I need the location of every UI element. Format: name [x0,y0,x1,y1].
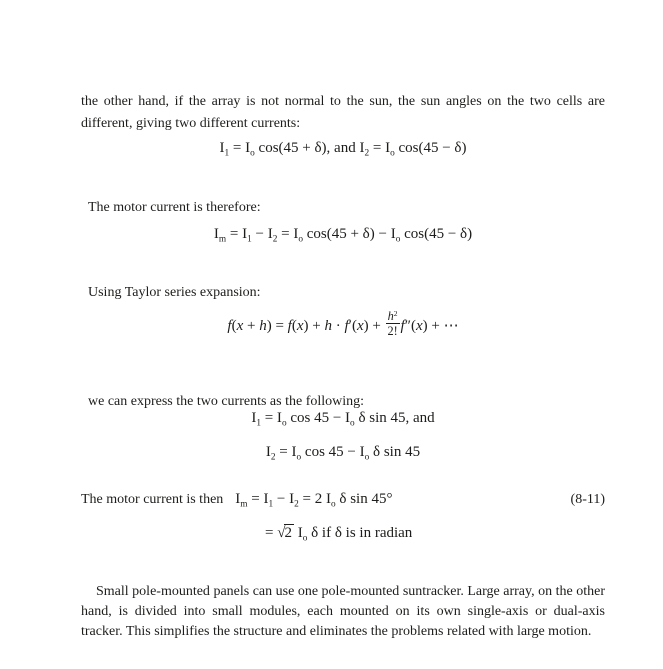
equation-motor-then: $I_m = I_1 - I_2 = 2$ $I_o$ δ sin 45° [235,491,393,510]
closing-paragraph: Small pole-mounted panels can use one pole-mounted suntracker. Large array, on the other hand, is divided into small modules, each mounted on its own single-axis or dual-axis tracker. This simplifies the structure and eliminates the problems related with large motion. [81,584,605,639]
intro-paragraph: the other hand, if the array is not normal to the sun, the sun angles on the two cells are different, giving two different currents: [81,94,605,131]
motor-current-then-row [81,491,605,509]
equation-radian-form: = √2 $I_o$ δ if δ is in radian [265,525,413,544]
taylor-intro-text: Using Taylor series expansion: [88,285,261,300]
equation-current-2: $I_2 = I_o$ $\cos 45 - I_o$ δ sin 45 [265,444,421,463]
equation-two-currents: $I_1 = I_o$ cos(45 + δ), and $I_2 = I_o$ cos(45 − δ) [219,140,467,159]
express-currents-text: we can express the two currents as the following: [88,394,365,409]
motor-current-then-text: The motor current is then [81,492,224,507]
equation-number: (8-11) [570,492,605,507]
equation-motor-current: $I_m = I_1 - I_2 = I_o$ $\cos(45 + \delta) - I_o$ cos(45 − δ) [213,226,473,245]
equation-taylor-series: f(x + h) = f(x) + h · f′(x) + $\frac{h^2}{2!}$ f″(x) + ⋯ [227,309,459,339]
equation-current-1: $I_1 = I_o$ $\cos 45 - I_o$ δ sin 45, and [251,410,435,429]
motor-current-therefore-text: The motor current is therefore: [88,200,261,215]
